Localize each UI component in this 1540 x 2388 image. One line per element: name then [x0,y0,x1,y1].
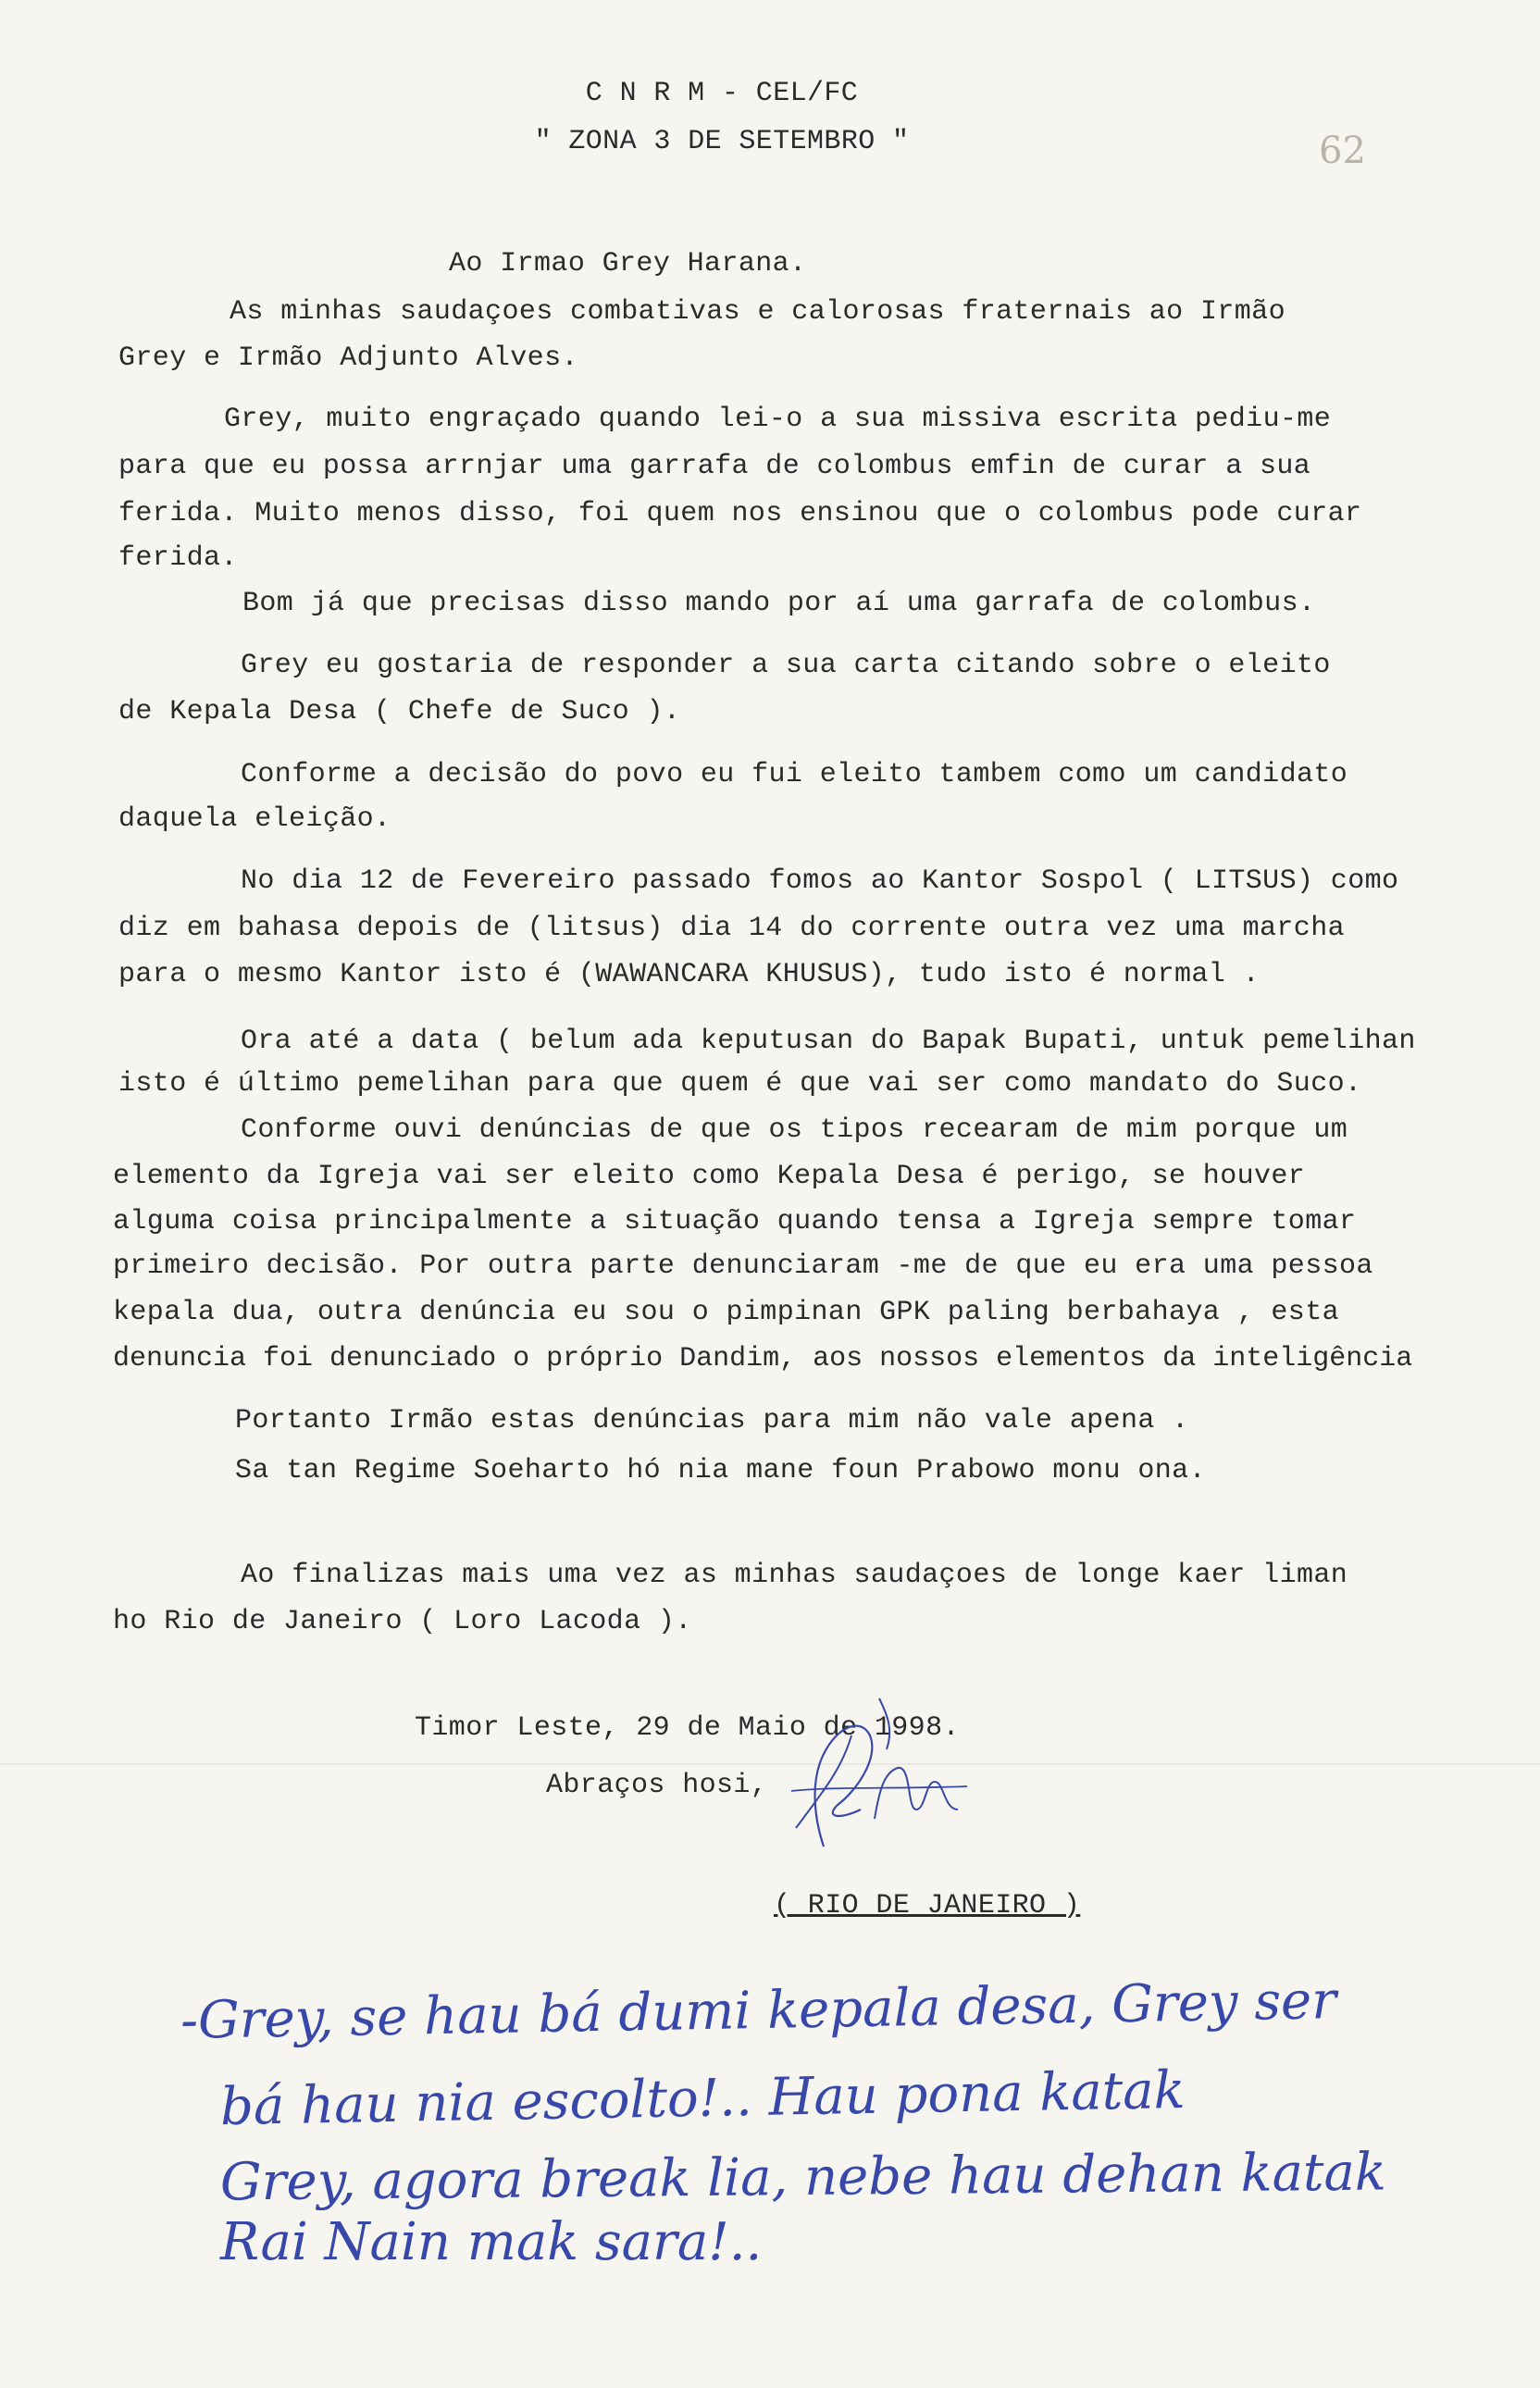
handwritten-note-line: -Grey, se hau bá dumi kepala desa, Grey ser [180,1971,1337,2051]
body-line: diz em bahasa depois de (litsus) dia 14 do corrente outra vez uma marcha [118,913,1346,944]
body-line: ferida. Muito menos disso, foi quem nos ensinou que o colombus pode curar [118,498,1362,529]
body-line: Ao finalizas mais uma vez as minhas saudaçoes de longe kaer liman [241,1560,1348,1591]
body-line: Sa tan Regime Soeharto hó nia mane foun Prabowo monu ona. [235,1455,1206,1486]
body-line: daquela eleição. [118,803,391,835]
body-line: Grey eu gostaria de responder a sua carta citando sobre o eleito [241,650,1331,681]
body-line: alguma coisa principalmente a situação quando tensa a Igreja sempre tomar [113,1206,1357,1238]
body-line: No dia 12 de Fevereiro passado fomos ao Kantor Sospol ( LITSUS) como [241,865,1399,897]
body-line: elemento da Igreja vai ser eleito como Kepala Desa é perigo, se houver [113,1161,1306,1192]
body-line: ho Rio de Janeiro ( Loro Lacoda ). [113,1606,692,1637]
body-line: isto é último pemelihan para que quem é que vai ser como mandato do Suco. [118,1068,1362,1100]
header-line-1: C N R M - CEL/FC [585,78,859,109]
handwritten-note-line: Grey, agora break lia, nebe hau dehan katak [219,2142,1387,2213]
handwritten-note-line: Rai Nain mak sara!.. [220,2212,763,2272]
handwritten-note-line: bá hau nia escolto!.. Hau pona katak [219,2059,1186,2138]
body-line: para que eu possa arrnjar uma garrafa de colombus emfin de curar a sua [118,451,1311,482]
handwritten-signature [759,1680,972,1893]
salutation: Ao Irmao Grey Harana. [449,248,807,280]
body-line: Grey e Irmão Adjunto Alves. [118,342,578,374]
signatory-name: ( RIO DE JANEIRO ) [774,1890,1081,1922]
header-line-2: " ZONA 3 DE SETEMBRO " [534,126,910,157]
page-number: 62 [1319,130,1366,172]
body-line: primeiro decisão. Por outra parte denunciaram -me de que eu era uma pessoa [113,1250,1373,1282]
body-line: As minhas saudaçoes combativas e calorosas fraternais ao Irmão [230,296,1285,328]
body-line: de Kepala Desa ( Chefe de Suco ). [118,696,681,728]
body-line: Conforme ouvi denúncias de que os tipos recearam de mim porque um [241,1114,1348,1146]
body-line: Grey, muito engraçado quando lei-o a sua missiva escrita pediu-me [224,404,1332,435]
body-line: ferida. [118,542,238,574]
body-line: denuncia foi denunciado o próprio Dandim, aos nossos elementos da inteligência [113,1343,1413,1374]
body-line: Conforme a decisão do povo eu fui eleito tambem como um candidato [241,759,1348,790]
body-line: kepala dua, outra denúncia eu sou o pimpinan GPK paling berbahaya , esta [113,1297,1340,1328]
body-line: Ora até a data ( belum ada keputusan do Bapak Bupati, untuk pemelihan [241,1026,1416,1057]
closing-place-date: Timor Leste, 29 de Maio de 1998. [415,1712,960,1744]
closing-farewell: Abraços hosi, [546,1770,768,1801]
body-line: Portanto Irmão estas denúncias para mim não vale apena . [235,1405,1189,1437]
body-line: Bom já que precisas disso mando por aí uma garrafa de colombus. [242,588,1316,619]
body-line: para o mesmo Kantor isto é (WAWANCARA KHUSUS), tudo isto é normal . [118,959,1260,990]
